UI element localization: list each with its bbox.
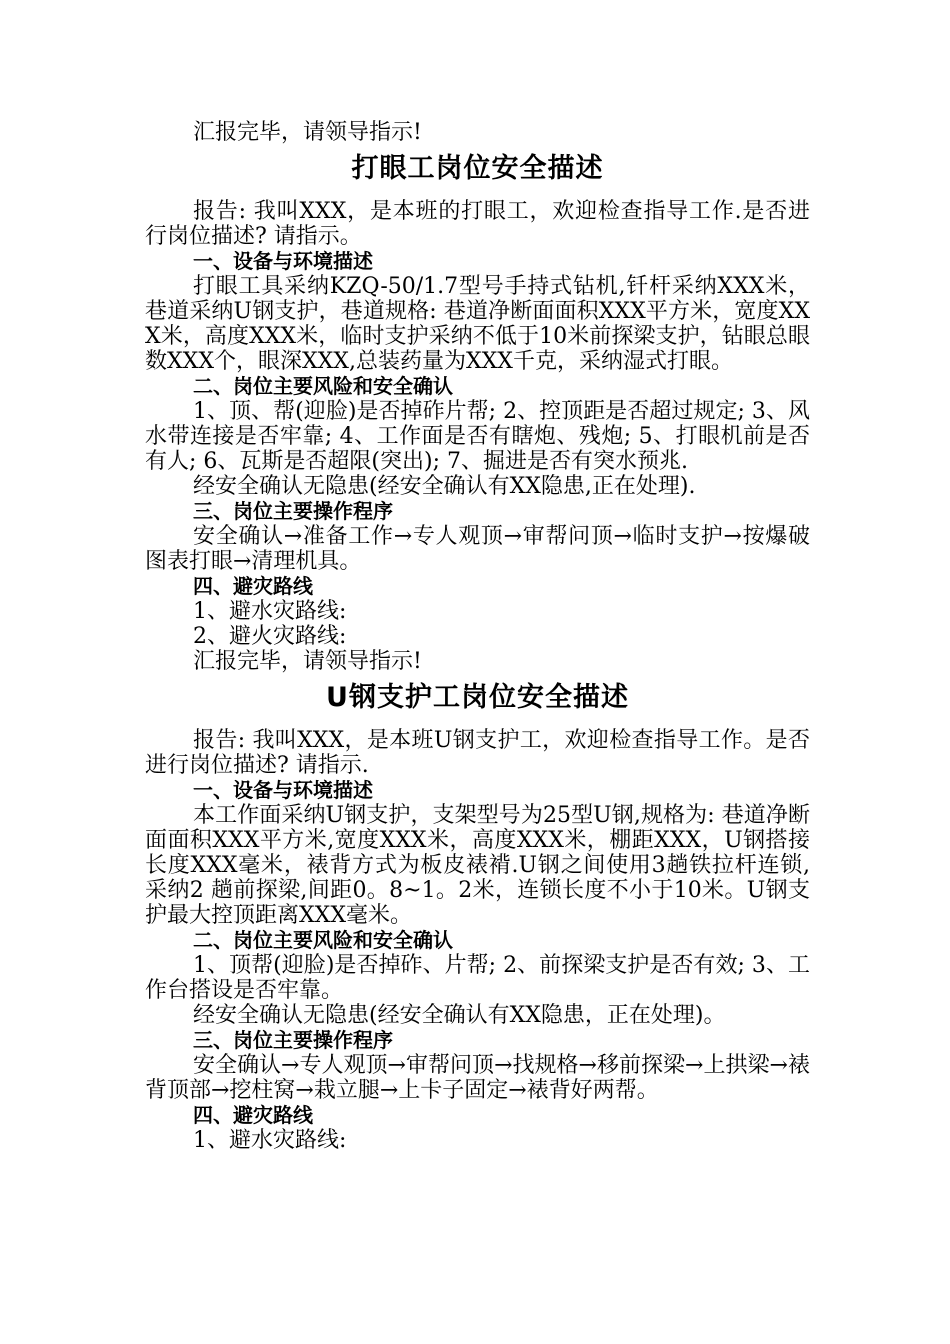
section2-report: 报告: 我叫XXX，是本班U钢支护工，欢迎检查指导工作。是否进行岗位描述? 请指示. bbox=[145, 728, 810, 778]
section1-heading-escape: 四、避灾路线 bbox=[193, 574, 313, 598]
section2-equipment-text: 本工作面采纳U钢支护，支架型号为25型U钢,规格为: 巷道净断面面积XXX平方米,宽度XXX米，高度XXX米，棚距XXX，U钢搭接长度XXX毫米，裱背方式为板皮裱褙.U钢之间使用3趟铁拉杆连锁,采纳2 趟前探梁,间距0。8~1。2米，连锁长度不小于10米。U钢支护最大控顶距离XXX毫米。 bbox=[145, 803, 810, 928]
section2-escape-water: 1、避水灾路线: bbox=[193, 1128, 347, 1153]
section2-heading-procedure: 三、岗位主要操作程序 bbox=[193, 1028, 393, 1052]
section1-procedure-text: 安全确认→准备工作→专人观顶→审帮问顶→临时支护→按爆破图表打眼→清理机具。 bbox=[145, 524, 810, 574]
section2-heading-risk: 二、岗位主要风险和安全确认 bbox=[193, 928, 453, 952]
section1-heading-procedure: 三、岗位主要操作程序 bbox=[193, 499, 393, 523]
section2-heading-escape: 四、避灾路线 bbox=[193, 1103, 313, 1127]
section2-confirm-text: 经安全确认无隐患(经安全确认有XX隐患，正在处理)。 bbox=[193, 1003, 726, 1028]
section1-title: 打眼工岗位安全描述 bbox=[351, 153, 604, 184]
section1-escape-water: 1、避水灾路线: bbox=[193, 599, 347, 624]
section1-closing: 汇报完毕，请领导指示! bbox=[193, 649, 422, 674]
section1-heading-equipment: 一、设备与环境描述 bbox=[193, 249, 373, 273]
section2-risk-text: 1、顶帮(迎脸)是否掉砟、片帮; 2、前探梁支护是否有效; 3、工作台搭设是否牢靠。 bbox=[145, 953, 810, 1003]
section2-heading-equipment: 一、设备与环境描述 bbox=[193, 778, 373, 802]
section1-heading-risk: 二、岗位主要风险和安全确认 bbox=[193, 374, 453, 398]
document-page bbox=[145, 120, 810, 1153]
section2-procedure-text: 安全确认→专人观顶→审帮问顶→找规格→移前探梁→上拱梁→裱背顶部→挖柱窝→栽立腿→上卡子固定→裱背好两帮。 bbox=[145, 1053, 810, 1103]
section1-equipment-text: 打眼工具采纳KZQ-50/1.7型号手持式钻机,钎杆采纳XXX米，巷道采纳U钢支护，巷道规格: 巷道净断面面积XXX平方米，宽度XXX米，高度XXX米，临时支护采纳不低于10米前探梁支护，钻眼总眼数XXX个，眼深XXX,总装药量为XXX千克，采纳湿式打眼。 bbox=[145, 274, 810, 374]
section2-title: U钢支护工岗位安全描述 bbox=[326, 682, 629, 713]
section1-risk-text: 1、顶、帮(迎脸)是否掉砟片帮; 2、控顶距是否超过规定; 3、风水带连接是否牢靠; 4、工作面是否有瞎炮、残炮; 5、打眼机前是否有人; 6、瓦斯是否超限(突出); 7、掘进是否有突水预兆. bbox=[145, 399, 810, 474]
section1-escape-fire: 2、避火灾路线: bbox=[193, 624, 347, 649]
section1-confirm-text: 经安全确认无隐患(经安全确认有XX隐患,正在处理). bbox=[193, 474, 696, 499]
intro-closing: 汇报完毕，请领导指示! bbox=[193, 120, 422, 145]
section1-report: 报告: 我叫XXX，是本班的打眼工，欢迎检查指导工作.是否进行岗位描述? 请指示。 bbox=[145, 199, 810, 249]
